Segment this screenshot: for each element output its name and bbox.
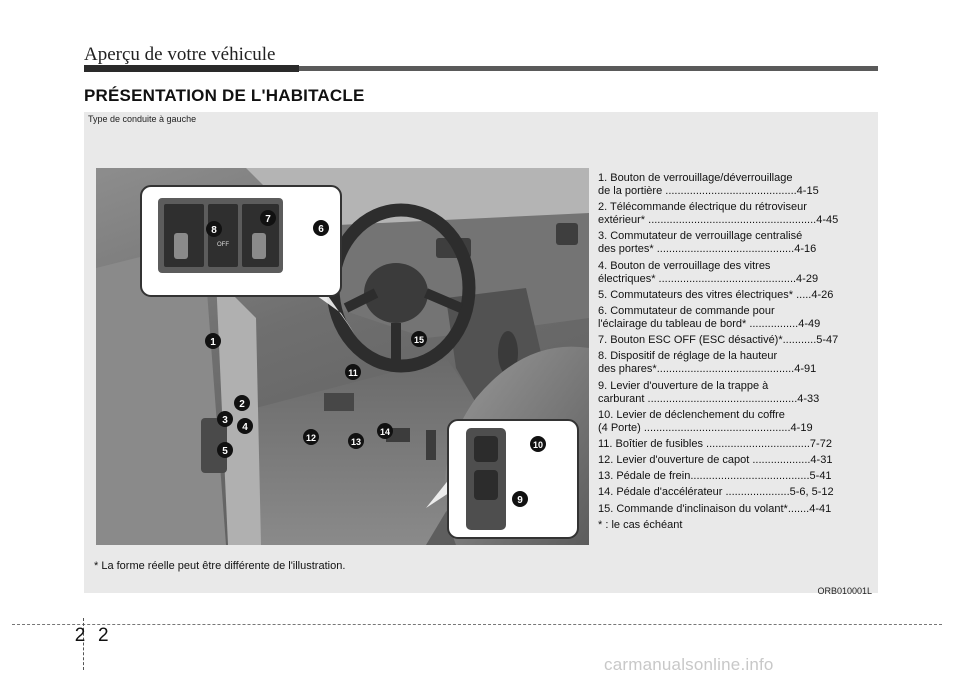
callout-7 bbox=[260, 210, 276, 226]
svg-text:12: 12 bbox=[305, 433, 317, 443]
svg-text:14: 14 bbox=[379, 427, 391, 437]
svg-text:9: 9 bbox=[517, 495, 523, 506]
callout-1 bbox=[205, 333, 221, 349]
svg-text:1: 1 bbox=[210, 337, 216, 348]
callout-13 bbox=[348, 433, 364, 449]
svg-text:5: 5 bbox=[222, 446, 228, 457]
list-item: * : le cas échéant bbox=[598, 518, 683, 531]
list-item: 5. Commutateurs des vitres électriques* .....4-26 bbox=[598, 288, 834, 301]
page-chapter: 2 bbox=[74, 625, 86, 646]
list-item: 12. Levier d'ouverture de capot ...................4-31 bbox=[598, 454, 833, 467]
callout-12 bbox=[303, 429, 319, 445]
page-index: 2 bbox=[97, 625, 109, 646]
list-item: 4. Bouton de verrouillage des vitres électriques* .............................................4-29 bbox=[598, 259, 819, 285]
content-panel bbox=[84, 112, 878, 596]
switch-inset bbox=[141, 186, 341, 296]
svg-text:7: 7 bbox=[265, 214, 271, 225]
footnote: * La forme réelle peut être différente de l'illustration. bbox=[94, 560, 346, 572]
svg-text:10: 10 bbox=[532, 440, 544, 450]
svg-text:11: 11 bbox=[348, 368, 358, 378]
callout-10 bbox=[530, 436, 546, 452]
callout-3 bbox=[217, 411, 233, 427]
callout-5 bbox=[217, 442, 233, 458]
list-item: 14. Pédale d'accélérateur .....................5-6, 5-12 bbox=[598, 486, 834, 499]
svg-text:3: 3 bbox=[222, 415, 228, 426]
figure-code: ORB010001L bbox=[817, 586, 872, 596]
page-divider bbox=[12, 624, 942, 625]
cabin-illustration bbox=[96, 168, 589, 545]
section-title: PRÉSENTATION DE L'HABITACLE bbox=[84, 86, 365, 105]
header-bar bbox=[84, 66, 878, 71]
component-list bbox=[598, 172, 874, 535]
fuse-box bbox=[324, 393, 354, 411]
svg-text:15: 15 bbox=[413, 335, 425, 345]
panel-caption: Type de conduite à gauche bbox=[88, 114, 197, 124]
callout-8 bbox=[206, 221, 222, 237]
list-item: 1. Bouton de verrouillage/déverrouillage de la portière ...........................................4-15 bbox=[598, 172, 819, 197]
callout-15 bbox=[411, 331, 427, 347]
callout-2 bbox=[234, 395, 250, 411]
list-item: 11. Boîtier de fusibles ..................................7-72 bbox=[598, 437, 832, 450]
callout-4 bbox=[237, 418, 253, 434]
list-item: 7. Bouton ESC OFF (ESC désactivé)*...........5-47 bbox=[598, 334, 839, 347]
cabin-drawing bbox=[96, 168, 589, 545]
svg-text:4: 4 bbox=[242, 422, 248, 433]
svg-text:6: 6 bbox=[318, 224, 324, 235]
lever-inset bbox=[448, 420, 578, 538]
accelerator-pedal bbox=[426, 430, 436, 460]
callout-14 bbox=[377, 423, 393, 439]
svg-text:13: 13 bbox=[350, 437, 362, 447]
esc-off-label: OFF bbox=[217, 242, 229, 248]
callout-6 bbox=[313, 220, 329, 236]
list-item: 3. Commutateur de verrouillage centralisé des portes* .............................................4-16 bbox=[598, 230, 817, 256]
list-item: 9. Levier d'ouverture de la trappe à carburant .................................................4-33 bbox=[598, 379, 820, 405]
list-item: 2. Télécommande électrique du rétroviseur extérieur* .......................................................4-45 bbox=[598, 201, 839, 227]
page-number bbox=[71, 625, 112, 647]
right-vent bbox=[556, 223, 578, 245]
list-item: 10. Levier de déclenchement du coffre (4 Porte) ................................................4-19 bbox=[598, 408, 813, 434]
svg-text:8: 8 bbox=[211, 225, 217, 236]
svg-text:2: 2 bbox=[239, 399, 245, 410]
list-item: 6. Commutateur de commande pour l'éclairage du tableau de bord* ................4-49 bbox=[598, 304, 821, 330]
list-item: 15. Commande d'inclinaison du volant*.......4-41 bbox=[598, 502, 832, 515]
header-title: Aperçu de votre véhicule bbox=[84, 44, 276, 65]
callout-11 bbox=[345, 364, 361, 380]
callout-9 bbox=[512, 491, 528, 507]
list-item: 8. Dispositif de réglage de la hauteur des phares*.............................................4-91 bbox=[598, 350, 817, 376]
watermark: carmanualsonline.info bbox=[604, 655, 774, 674]
list-item: 13. Pédale de frein.......................................5-41 bbox=[598, 470, 832, 483]
